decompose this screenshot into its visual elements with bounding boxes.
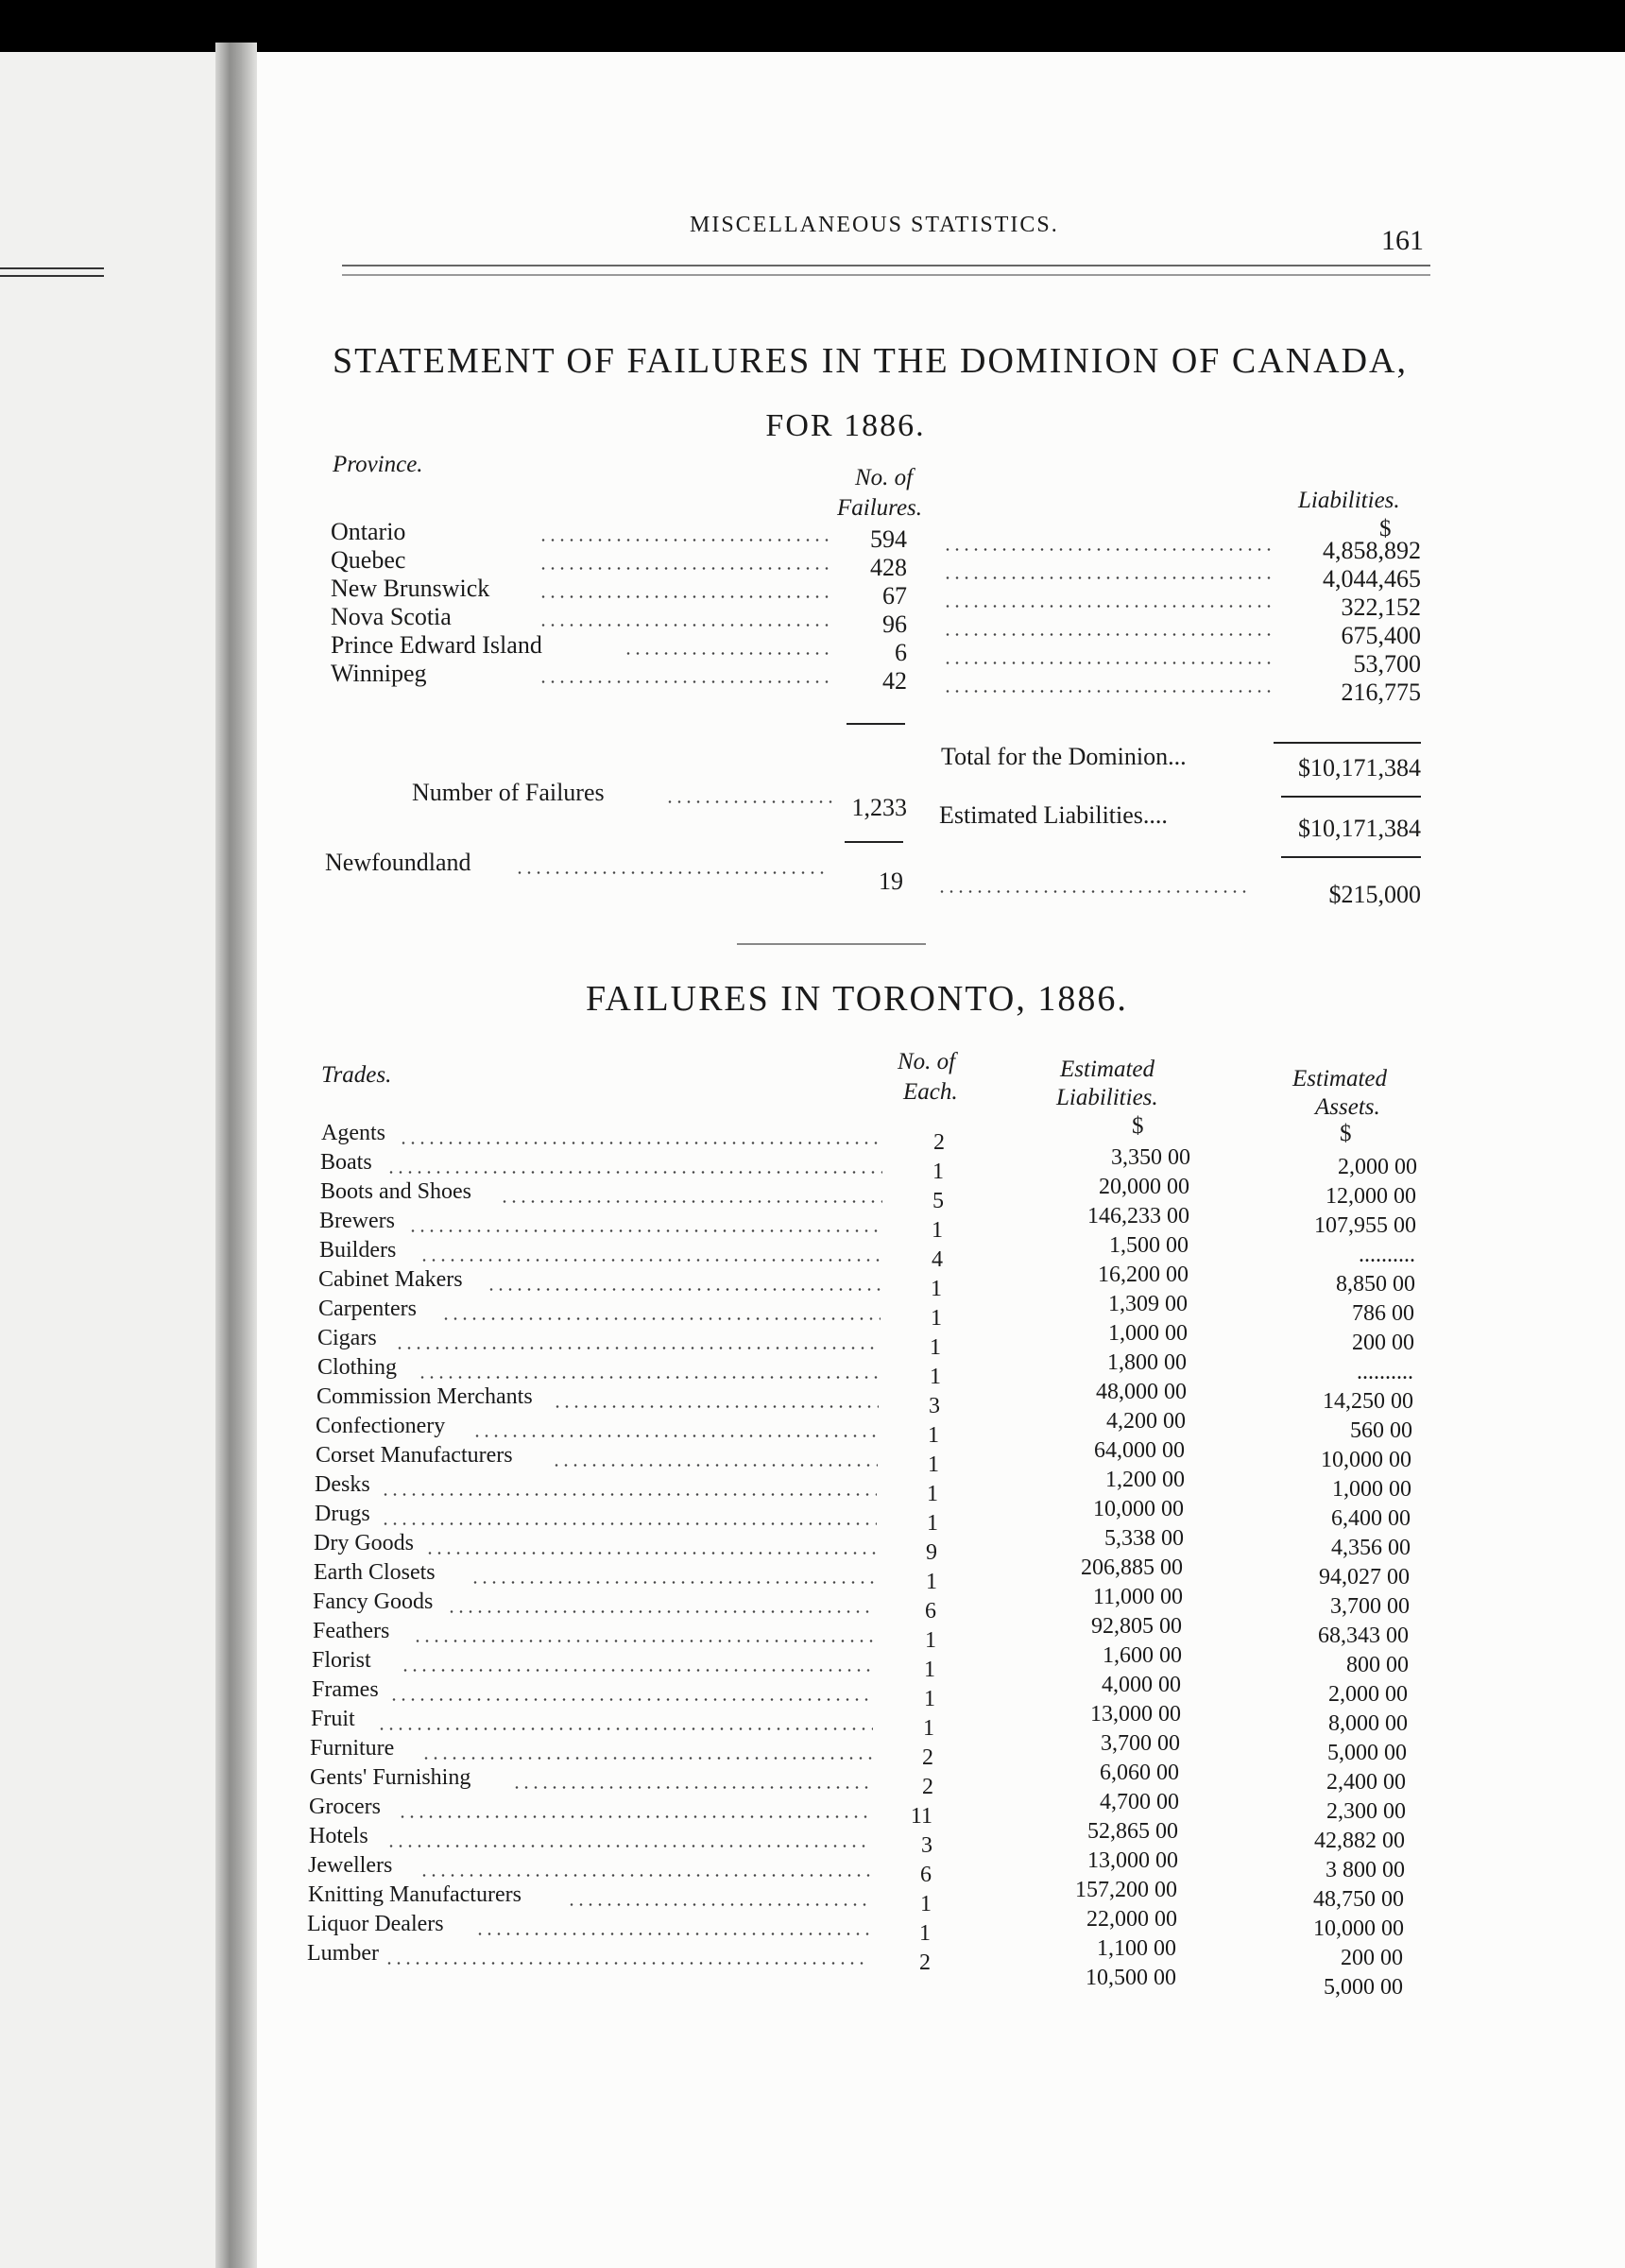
page-number: 161 — [1381, 225, 1424, 256]
sum-rule — [847, 723, 905, 725]
trade-liabilities: 4,000 00 — [1102, 1673, 1181, 1697]
trade-assets: 2,000 00 — [1328, 1682, 1408, 1707]
trade-liabilities: 11,000 00 — [1092, 1585, 1183, 1609]
trade-liabilities: 13,000 00 — [1087, 1848, 1178, 1873]
trade-assets: 12,000 00 — [1326, 1184, 1416, 1209]
trade-count: 1 — [924, 1658, 935, 1682]
leader-dots — [475, 1933, 869, 1935]
leader-dots — [539, 624, 831, 627]
dominion-subtitle: FOR 1886. — [765, 408, 926, 443]
leader-dots — [665, 800, 833, 803]
trade-assets: 10,000 00 — [1321, 1448, 1411, 1472]
trade-name: Corset Manufacturers — [316, 1443, 513, 1468]
province-name: Prince Edward Island — [331, 631, 542, 659]
leader-dots — [943, 605, 1274, 608]
trade-name: Fancy Goods — [313, 1589, 434, 1614]
trade-assets: 10,000 00 — [1313, 1916, 1404, 1941]
trade-count: 1 — [926, 1570, 937, 1594]
province-liabilities: 675,400 — [1341, 622, 1421, 649]
trade-assets: 3,700 00 — [1330, 1594, 1410, 1619]
trade-liabilities: 157,200 00 — [1075, 1878, 1177, 1902]
col-header-each: No. of — [898, 1049, 956, 1074]
col-header-liabilities: Estimated — [1060, 1057, 1155, 1082]
leader-dots — [377, 1727, 873, 1730]
trade-name: Florist — [312, 1648, 371, 1673]
trade-count: 5 — [932, 1189, 944, 1213]
facing-page-edge — [0, 52, 236, 2268]
number-of-failures-value: 1,233 — [851, 794, 907, 821]
trade-count: 1 — [930, 1365, 941, 1389]
facing-page-rule — [0, 275, 104, 277]
trade-name: Agents — [321, 1121, 385, 1145]
province-failures: 6 — [895, 639, 907, 666]
trade-assets: 560 00 — [1350, 1418, 1412, 1443]
leader-dots — [419, 1259, 881, 1262]
trade-count: 2 — [922, 1775, 933, 1799]
trade-liabilities: 48,000 00 — [1096, 1380, 1187, 1404]
leader-dots — [539, 539, 831, 541]
leader-dots — [386, 1171, 882, 1174]
trade-assets: 786 00 — [1352, 1301, 1414, 1326]
leader-dots — [398, 1815, 871, 1818]
leader-dots — [421, 1757, 872, 1760]
col-header-each: Each. — [903, 1079, 958, 1105]
leader-dots — [425, 1552, 876, 1555]
trade-name: Grocers — [309, 1795, 381, 1819]
trade-assets: 1,000 00 — [1332, 1477, 1411, 1502]
trade-name: Boots and Shoes — [320, 1179, 472, 1204]
leader-dots — [937, 890, 1249, 893]
trade-name: Commission Merchants — [316, 1384, 533, 1409]
leader-dots — [399, 1142, 883, 1144]
running-head: MISCELLANEOUS STATISTICS. — [690, 213, 1059, 237]
trade-liabilities: 52,865 00 — [1087, 1819, 1178, 1844]
trade-count: 2 — [922, 1745, 933, 1770]
sum-rule — [845, 841, 903, 843]
trade-name: Drugs — [315, 1502, 370, 1526]
currency-symbol: $ — [1340, 1121, 1352, 1146]
trade-name: Earth Closets — [314, 1560, 436, 1585]
trade-liabilities: 6,060 00 — [1100, 1761, 1179, 1785]
province-failures: 67 — [882, 582, 907, 610]
trade-name: Hotels — [309, 1824, 368, 1848]
facing-page-rule — [0, 267, 104, 269]
leader-dots — [539, 680, 831, 683]
trade-count: 6 — [920, 1863, 932, 1887]
trade-count: 1 — [932, 1218, 943, 1243]
trade-count: 1 — [928, 1423, 939, 1448]
trade-count: 1 — [923, 1716, 934, 1741]
leader-dots — [418, 1376, 880, 1379]
header-rule — [342, 274, 1430, 276]
trade-count: 1 — [920, 1892, 932, 1916]
book-spine — [215, 43, 257, 2268]
leader-dots — [500, 1200, 882, 1203]
trade-liabilities: 64,000 00 — [1094, 1438, 1185, 1463]
trade-liabilities: 3,700 00 — [1101, 1731, 1180, 1756]
trade-count: 2 — [919, 1950, 931, 1975]
trade-liabilities: 1,800 00 — [1107, 1350, 1187, 1375]
trade-liabilities: 146,233 00 — [1087, 1204, 1189, 1228]
trade-assets: 3 800 00 — [1326, 1858, 1405, 1882]
sum-rule — [1281, 856, 1421, 858]
col-header-province: Province. — [333, 452, 423, 477]
leader-dots — [552, 1464, 878, 1467]
province-name: Ontario — [331, 518, 406, 545]
col-header-liabilities: Liabilities. — [1056, 1085, 1158, 1110]
trade-name: Fruit — [311, 1707, 355, 1731]
currency-symbol: $ — [1379, 516, 1392, 541]
leader-dots — [624, 652, 831, 655]
trade-assets: 42,882 00 — [1314, 1829, 1405, 1853]
trade-count: 1 — [919, 1921, 931, 1946]
col-header-assets: Estimated — [1292, 1066, 1387, 1091]
leader-dots — [401, 1669, 874, 1672]
newfoundland-liabilities: $215,000 — [1328, 881, 1421, 908]
trade-assets: .......... — [1359, 1243, 1415, 1267]
currency-symbol: $ — [1132, 1113, 1144, 1139]
trade-liabilities: 3,350 00 — [1111, 1145, 1190, 1170]
number-of-failures-label: Number of Failures — [412, 779, 605, 806]
trade-name: Carpenters — [318, 1297, 417, 1321]
trade-assets: 68,343 00 — [1318, 1624, 1409, 1648]
trade-count: 1 — [927, 1511, 938, 1536]
trade-liabilities: 1,500 00 — [1109, 1233, 1189, 1258]
leader-dots — [943, 633, 1274, 636]
trade-liabilities: 10,500 00 — [1086, 1966, 1176, 1990]
leader-dots — [395, 1347, 880, 1349]
leader-dots — [381, 1522, 877, 1525]
trade-assets: 800 00 — [1346, 1653, 1409, 1677]
trade-liabilities: 10,000 00 — [1093, 1497, 1184, 1521]
trade-name: Brewers — [319, 1209, 395, 1233]
province-failures: 594 — [870, 525, 907, 553]
trade-assets: 8,000 00 — [1328, 1711, 1408, 1736]
trade-assets: 107,955 00 — [1314, 1213, 1416, 1238]
trade-assets: 2,400 00 — [1326, 1770, 1406, 1795]
province-failures: 428 — [870, 554, 907, 581]
estimated-liabilities-label: Estimated Liabilities.... — [939, 801, 1168, 829]
trade-name: Desks — [315, 1472, 370, 1497]
leader-dots — [470, 1581, 876, 1584]
trade-assets: .......... — [1357, 1360, 1413, 1384]
trade-count: 1 — [924, 1687, 935, 1711]
trade-name: Gents' Furnishing — [310, 1765, 471, 1790]
trade-name: Lumber — [307, 1941, 379, 1966]
trade-assets: 2,000 00 — [1338, 1155, 1417, 1179]
newfoundland-failures: 19 — [879, 868, 903, 895]
trade-assets: 5,000 00 — [1327, 1741, 1407, 1765]
newfoundland-label: Newfoundland — [325, 849, 471, 876]
trade-liabilities: 1,000 00 — [1108, 1321, 1188, 1346]
trade-name: Jewellers — [308, 1853, 393, 1878]
col-header-liabilities: Liabilities. — [1298, 488, 1400, 513]
trade-count: 2 — [933, 1130, 945, 1155]
leader-dots — [943, 548, 1274, 551]
total-value: $10,171,384 — [1298, 754, 1421, 782]
trade-name: Boats — [320, 1150, 372, 1175]
trade-liabilities: 1,200 00 — [1105, 1468, 1185, 1492]
trade-assets: 94,027 00 — [1319, 1565, 1410, 1589]
estimated-liabilities-value: $10,171,384 — [1298, 815, 1421, 842]
dominion-title: STATEMENT OF FAILURES IN THE DOMINION OF CANADA, — [333, 341, 1408, 381]
province-name: Nova Scotia — [331, 603, 452, 630]
leader-dots — [381, 1493, 877, 1496]
trade-name: Feathers — [313, 1619, 390, 1643]
trade-count: 1 — [927, 1482, 938, 1506]
leader-dots — [408, 1229, 881, 1232]
province-liabilities: 4,044,465 — [1323, 565, 1421, 593]
trade-liabilities: 92,805 00 — [1091, 1614, 1182, 1639]
trade-count: 6 — [925, 1599, 936, 1624]
trade-name: Builders — [319, 1238, 397, 1263]
province-name: Winnipeg — [331, 660, 427, 687]
province-failures: 42 — [882, 667, 907, 695]
leader-dots — [539, 567, 831, 570]
trade-name: Frames — [312, 1677, 379, 1702]
leader-dots — [413, 1640, 875, 1642]
trade-count: 1 — [932, 1160, 944, 1184]
leader-dots — [385, 1962, 869, 1965]
leader-dots — [553, 1405, 879, 1408]
trade-name: Confectionery — [316, 1414, 446, 1438]
col-header-failures: No. of — [855, 465, 914, 490]
col-header-failures: Failures. — [837, 495, 923, 521]
leader-dots — [386, 1845, 871, 1847]
trade-assets: 8,850 00 — [1336, 1272, 1415, 1297]
trade-name: Knitting Manufacturers — [308, 1882, 522, 1907]
sum-rule — [1274, 742, 1421, 744]
header-rule — [342, 265, 1430, 266]
leader-dots — [447, 1610, 875, 1613]
province-liabilities: 322,152 — [1341, 593, 1421, 621]
trade-liabilities: 5,338 00 — [1104, 1526, 1184, 1551]
trade-liabilities: 4,200 00 — [1106, 1409, 1186, 1434]
trade-count: 9 — [926, 1540, 937, 1565]
trade-count: 3 — [921, 1833, 932, 1858]
province-liabilities: 216,775 — [1341, 679, 1421, 706]
trade-name: Dry Goods — [314, 1531, 414, 1555]
leader-dots — [539, 595, 831, 598]
trade-assets: 2,300 00 — [1326, 1799, 1406, 1824]
leader-dots — [515, 871, 827, 874]
trade-name: Liquor Dealers — [307, 1912, 444, 1936]
province-name: Quebec — [331, 546, 406, 574]
trade-assets: 6,400 00 — [1331, 1506, 1411, 1531]
trade-count: 1 — [931, 1277, 942, 1301]
leader-dots — [943, 576, 1274, 579]
province-liabilities: 4,858,892 — [1323, 537, 1421, 564]
leader-dots — [419, 1874, 870, 1877]
trade-count: 1 — [930, 1335, 941, 1360]
trade-count: 3 — [929, 1394, 940, 1418]
trade-liabilities: 1,600 00 — [1103, 1643, 1182, 1668]
trade-assets: 48,750 00 — [1313, 1887, 1404, 1912]
trade-liabilities: 1,100 00 — [1097, 1936, 1176, 1961]
col-header-assets: Assets. — [1315, 1094, 1380, 1120]
trade-count: 11 — [910, 1804, 932, 1829]
trade-count: 4 — [932, 1247, 943, 1272]
leader-dots — [943, 662, 1274, 664]
trade-count: 1 — [925, 1628, 936, 1653]
trade-liabilities: 206,885 00 — [1081, 1555, 1183, 1580]
leader-dots — [567, 1903, 870, 1906]
trade-name: Cigars — [317, 1326, 377, 1350]
toronto-title: FAILURES IN TORONTO, 1886. — [586, 979, 1128, 1019]
total-label: Total for the Dominion... — [941, 743, 1187, 770]
trade-assets: 5,000 00 — [1324, 1975, 1403, 2000]
leader-dots — [487, 1288, 881, 1291]
leader-dots — [389, 1698, 874, 1701]
trade-liabilities: 20,000 00 — [1099, 1175, 1189, 1199]
trade-liabilities: 22,000 00 — [1086, 1907, 1177, 1932]
leader-dots — [943, 690, 1274, 693]
trade-name: Cabinet Makers — [318, 1267, 463, 1292]
province-failures: 96 — [882, 610, 907, 638]
trade-count: 1 — [928, 1452, 939, 1477]
leader-dots — [472, 1435, 878, 1437]
col-header-trades: Trades. — [321, 1062, 392, 1088]
province-liabilities: 53,700 — [1353, 650, 1421, 678]
trade-liabilities: 16,200 00 — [1098, 1263, 1189, 1287]
trade-liabilities: 1,309 00 — [1108, 1292, 1188, 1316]
trade-name: Clothing — [317, 1355, 398, 1380]
trade-name: Furniture — [310, 1736, 395, 1761]
trade-assets: 14,250 00 — [1323, 1389, 1413, 1414]
trade-liabilities: 13,000 00 — [1090, 1702, 1181, 1727]
leader-dots — [512, 1786, 872, 1789]
section-divider — [737, 943, 926, 945]
province-name: New Brunswick — [331, 575, 490, 602]
leader-dots — [441, 1317, 881, 1320]
trade-assets: 200 00 — [1341, 1946, 1403, 1970]
trade-liabilities: 4,700 00 — [1100, 1790, 1179, 1814]
trade-count: 1 — [931, 1306, 942, 1331]
trade-assets: 200 00 — [1352, 1331, 1414, 1355]
trade-assets: 4,356 00 — [1331, 1536, 1411, 1560]
sum-rule — [1281, 796, 1421, 798]
